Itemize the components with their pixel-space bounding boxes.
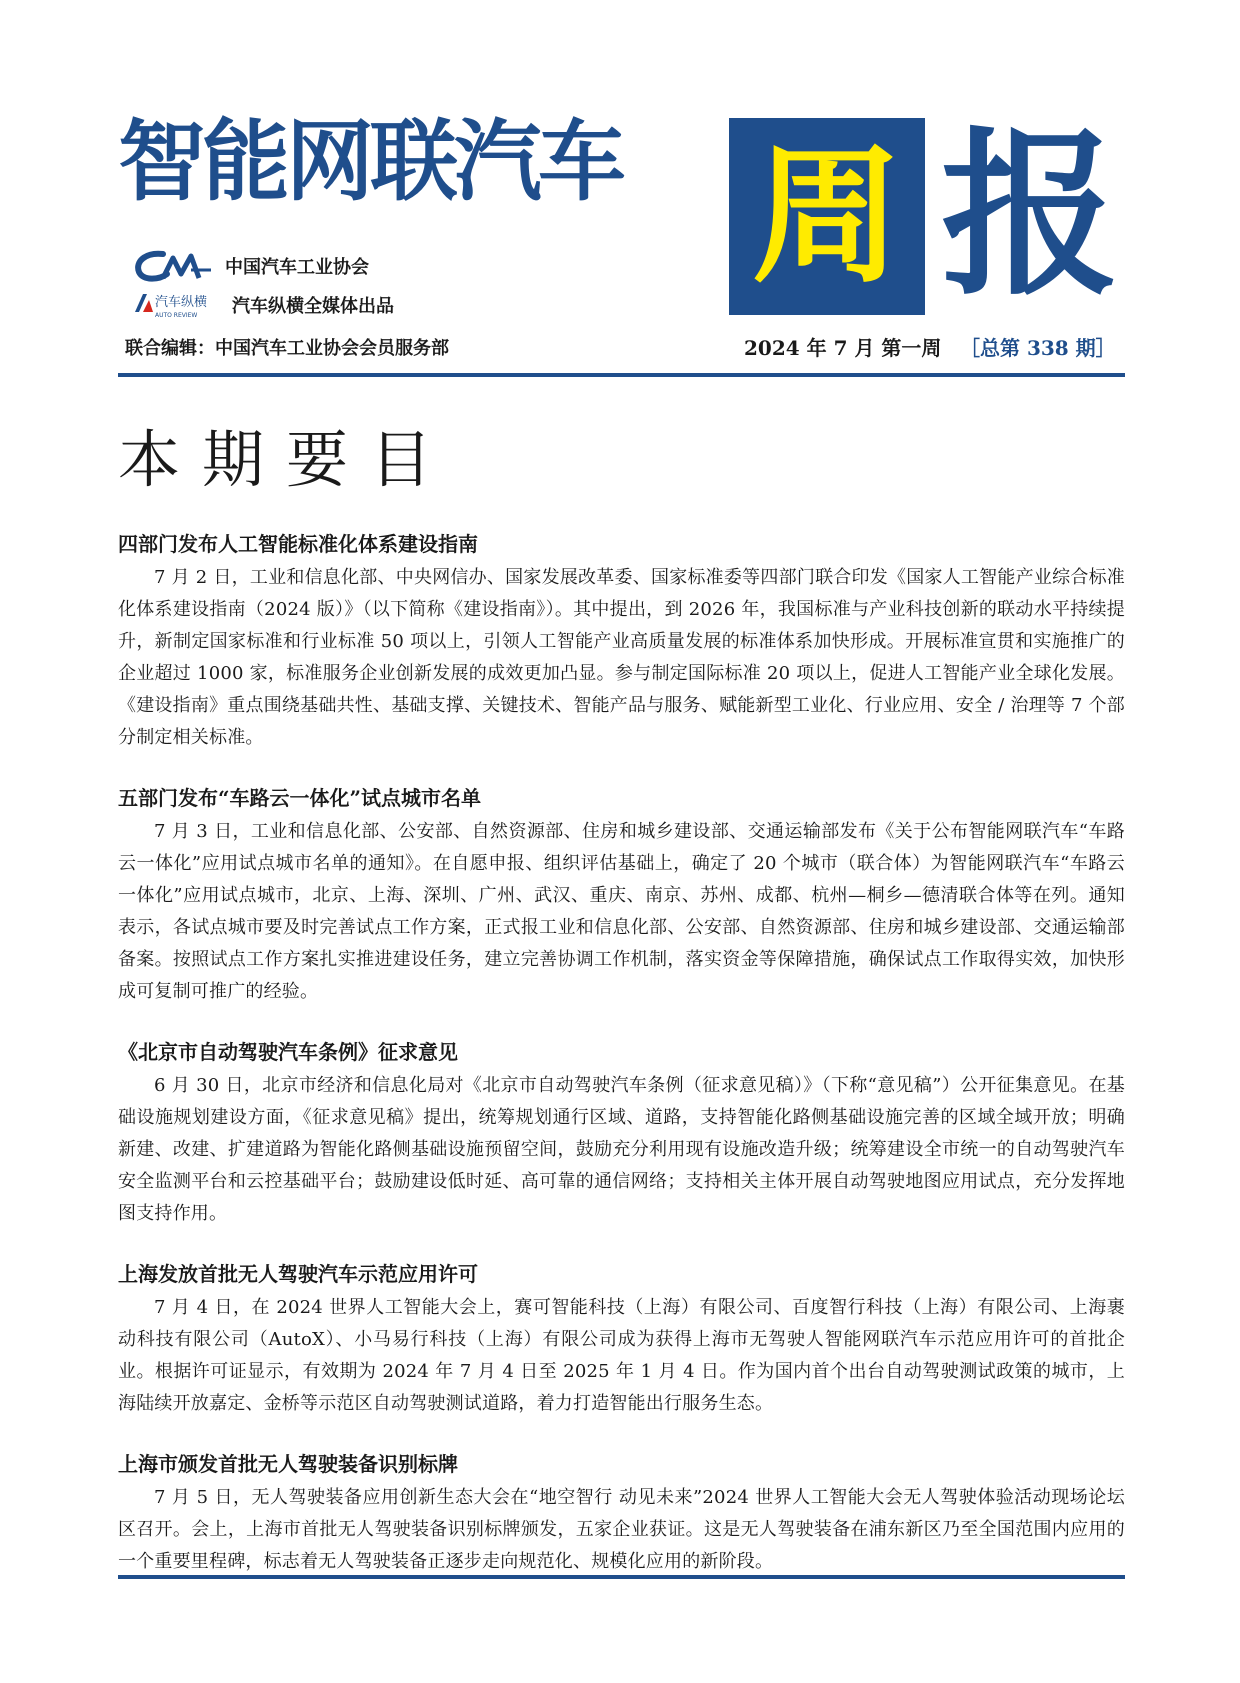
top-divider	[118, 373, 1125, 377]
issue-date: 2024 年 7 月 第一周	[744, 336, 942, 360]
article-heading: 四部门发布人工智能标准化体系建设指南	[118, 532, 478, 556]
auto-review-name: 汽车纵横全媒体出品	[232, 296, 394, 317]
bottom-divider	[118, 1575, 1125, 1579]
article-4	[118, 1260, 1125, 1420]
article-heading: 上海发放首批无人驾驶汽车示范应用许可	[118, 1262, 478, 1286]
article-body: 7 月 2 日，工业和信息化部、中央网信办、国家发展改革委、国家标准委等四部门联合印发《国家人工智能产业综合标准化体系建设指南（2024 版）》（以下简称《建设指南》）。其中提出，到 2026 年，我国标准与产业科技创新的联动水平持续提升，新制定国家标准和行业标准 50 项以上，引领人工智能产业高质量发展的标准体系加快形成。开展标准宣贯和实施推广的企业超过 1000 家，标准服务企业创新发展的成效更加凸显。参与制定国际标准 20 项以上，促进人工智能产业全球化发展。《建设指南》重点围绕基础共性、基础支撑、关键技术、智能产品与服务、赋能新型工业化、行业应用、安全 / 治理等 7 个部分制定相关标准。	[118, 567, 1125, 748]
auto-review-logo-sub: AUTO REVIEW	[155, 312, 198, 319]
caam-name: 中国汽车工业协会	[225, 257, 369, 278]
caam-logo-icon	[133, 248, 213, 284]
article-list	[118, 530, 1125, 1608]
joint-editor: 联合编辑：中国汽车工业协会会员服务部	[125, 338, 449, 359]
article-heading: 上海市颁发首批无人驾驶装备识别标牌	[118, 1452, 458, 1476]
weekly-char-bao: 报	[941, 112, 1119, 319]
article-5	[118, 1450, 1125, 1578]
weekly-badge	[729, 118, 925, 315]
article-heading: 《北京市自动驾驶汽车条例》征求意见	[118, 1040, 458, 1064]
article-2	[118, 784, 1125, 1008]
weekly-char-zhou: 周	[751, 129, 902, 304]
article-heading: 五部门发布“车路云一体化”试点城市名单	[118, 786, 482, 810]
article-1	[118, 530, 1125, 754]
auto-review-logo-text: 汽车纵横	[155, 295, 208, 310]
issue-number: ［总第 338 期］	[960, 336, 1116, 360]
caam-org	[133, 248, 369, 284]
article-body: 6 月 30 日，北京市经济和信息化局对《北京市自动驾驶汽车条例（征求意见稿）》（下称“意见稿”）公开征集意见。在基础设施规划建设方面，《征求意见稿》提出，统筹规划通行区域、道路，支持智能化路侧基础设施完善的区域全域开放；明确新建、改建、扩建道路为智能化路侧基础设施预留空间，鼓励充分利用现有设施改造升级；统筹建设全市统一的自动驾驶汽车安全监测平台和云控基础平台；鼓励建设低时延、高可靠的通信网络；支持相关主体开展自动驾驶地图应用试点，充分发挥地图支持作用。	[118, 1075, 1125, 1224]
masthead-title: 智能网联汽车	[118, 110, 623, 213]
article-3	[118, 1038, 1125, 1230]
article-body: 7 月 5 日，无人驾驶装备应用创新生态大会在“地空智行 动见未来”2024 世界人工智能大会无人驾驶体验活动现场论坛区召开。会上，上海市首批无人驾驶装备识别标牌颁发，五家企业获证。这是无人驾驶装备在浦东新区乃至全国范围内应用的一个重要里程碑，标志着无人驾驶装备正逐步走向规范化、规模化应用的新阶段。	[118, 1487, 1125, 1572]
auto-review-org	[133, 290, 394, 320]
article-body: 7 月 4 日，在 2024 世界人工智能大会上，赛可智能科技（上海）有限公司、百度智行科技（上海）有限公司、上海裹动科技有限公司（AutoX）、小马易行科技（上海）有限公司成为获得上海市无驾驶人智能网联汽车示范应用许可的首批企业。根据许可证显示，有效期为 2024 年 7 月 4 日至 2025 年 1 月 4 日。作为国内首个出台自动驾驶测试政策的城市，上海陆续开放嘉定、金桥等示范区自动驾驶测试道路，着力打造智能出行服务生态。	[118, 1297, 1125, 1414]
section-title: 本期要目	[118, 423, 455, 496]
auto-review-logo-icon	[133, 290, 228, 320]
article-body: 7 月 3 日，工业和信息化部、公安部、自然资源部、住房和城乡建设部、交通运输部发布《关于公布智能网联汽车“车路云一体化”应用试点城市名单的通知》。在自愿申报、组织评估基础上，确定了 20 个城市（联合体）为智能网联汽车“车路云一体化”应用试点城市，北京、上海、深圳、广州、武汉、重庆、南京、苏州、成都、杭州—桐乡—德清联合体等在列。通知表示，各试点城市要及时完善试点工作方案，正式报工业和信息化部、公安部、自然资源部、住房和城乡建设部、交通运输部备案。按照试点工作方案扎实推进建设任务，建立完善协调工作机制，落实资金等保障措施，确保试点工作取得实效，加快形成可复制可推广的经验。	[118, 821, 1125, 1002]
